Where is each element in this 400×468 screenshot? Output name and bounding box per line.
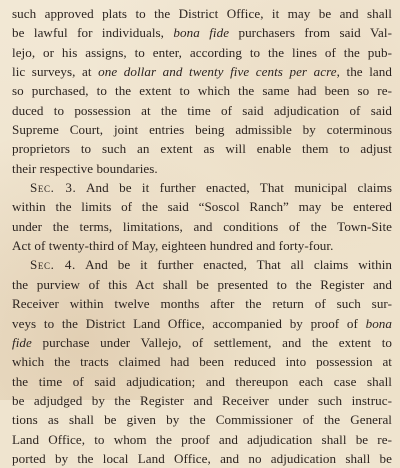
text-run: And be it further enacted, That all claims within (75, 257, 392, 273)
text-run: proprietors to such an extent as will enable them to adjust (12, 141, 392, 157)
text-line (12, 352, 392, 371)
italic-text-run: one dollar and twenty five cents per acre (98, 64, 337, 80)
text-line (12, 410, 392, 429)
text-column (12, 4, 392, 468)
text-line (12, 197, 392, 216)
text-run: such approved plats to the District Office, it may be and shall (12, 6, 392, 21)
text-line (12, 255, 392, 274)
text-run: veys to the District Land Office, accompanied by proof of (12, 315, 366, 331)
text-line (12, 275, 392, 294)
text-run: under the terms, limitations, and conditions of the Town-Site (12, 218, 392, 234)
text-line (12, 81, 392, 100)
text-run: the purview of this Act shall be presented to the Register and (12, 276, 392, 292)
text-run: Supreme Court, joint entries being admissible by coterminous (12, 122, 392, 138)
text-run: which the tracts claimed had been reduced into possession at (12, 354, 392, 370)
italic-text-run: bona fide (173, 25, 230, 41)
text-line (12, 23, 392, 42)
text-line (12, 391, 392, 410)
italic-text-run: bona (365, 315, 392, 331)
text-line (12, 372, 392, 391)
text-run: be adjudged by the Register and Receiver under such instruc- (12, 392, 392, 408)
text-run: And be it further enacted, That municipal claims (76, 180, 392, 196)
text-line (12, 236, 392, 255)
text-run: Act of twenty-third of May, eighteen hundred and forty-four. (12, 238, 334, 254)
text-run: lejo, or his assigns, to enter, according to the lines of the pub- (12, 44, 392, 60)
text-run: , the land (336, 64, 392, 80)
text-line (12, 314, 392, 333)
text-run: ported by the local Land Office, and no adjudication shall be (12, 450, 392, 466)
text-line (12, 4, 392, 23)
text-line (12, 217, 392, 236)
text-line (12, 159, 392, 178)
text-line (12, 43, 392, 62)
text-run: within the limits of the said “Soscol Ranch” may be entered (12, 199, 392, 215)
text-run: Land Office, to whom the proof and adjudication shall be re- (12, 431, 392, 447)
text-run: lic surveys, at (12, 64, 99, 80)
text-line (12, 62, 392, 81)
text-line (12, 449, 392, 468)
italic-text-run: fide (12, 334, 32, 350)
text-line (12, 430, 392, 449)
section-heading: Sec. 3. (30, 180, 77, 196)
text-line (12, 333, 392, 352)
text-run: purchase under Vallejo, of settlement, and the extent to (31, 334, 392, 350)
text-run: so purchased, to the extent to which the same had been so re- (12, 83, 392, 99)
text-line (12, 101, 392, 120)
text-line (12, 294, 392, 313)
text-line (12, 120, 392, 139)
section-heading: Sec. 4. (30, 257, 76, 273)
text-run: duced to possession at the time of said adjudication of said (12, 102, 392, 118)
text-run: purchasers from said Val- (229, 25, 392, 41)
text-run: the time of said adjudication; and thereupon each case shall (12, 373, 392, 389)
text-line (12, 139, 392, 158)
text-run: their respective boundaries. (12, 160, 158, 176)
text-run: tions as shall be given by the Commissioner of the General (12, 412, 392, 428)
text-line (12, 178, 392, 197)
text-run: be lawful for individuals, (12, 25, 174, 41)
text-run: Receiver within twelve months after the return of such sur- (12, 296, 392, 312)
